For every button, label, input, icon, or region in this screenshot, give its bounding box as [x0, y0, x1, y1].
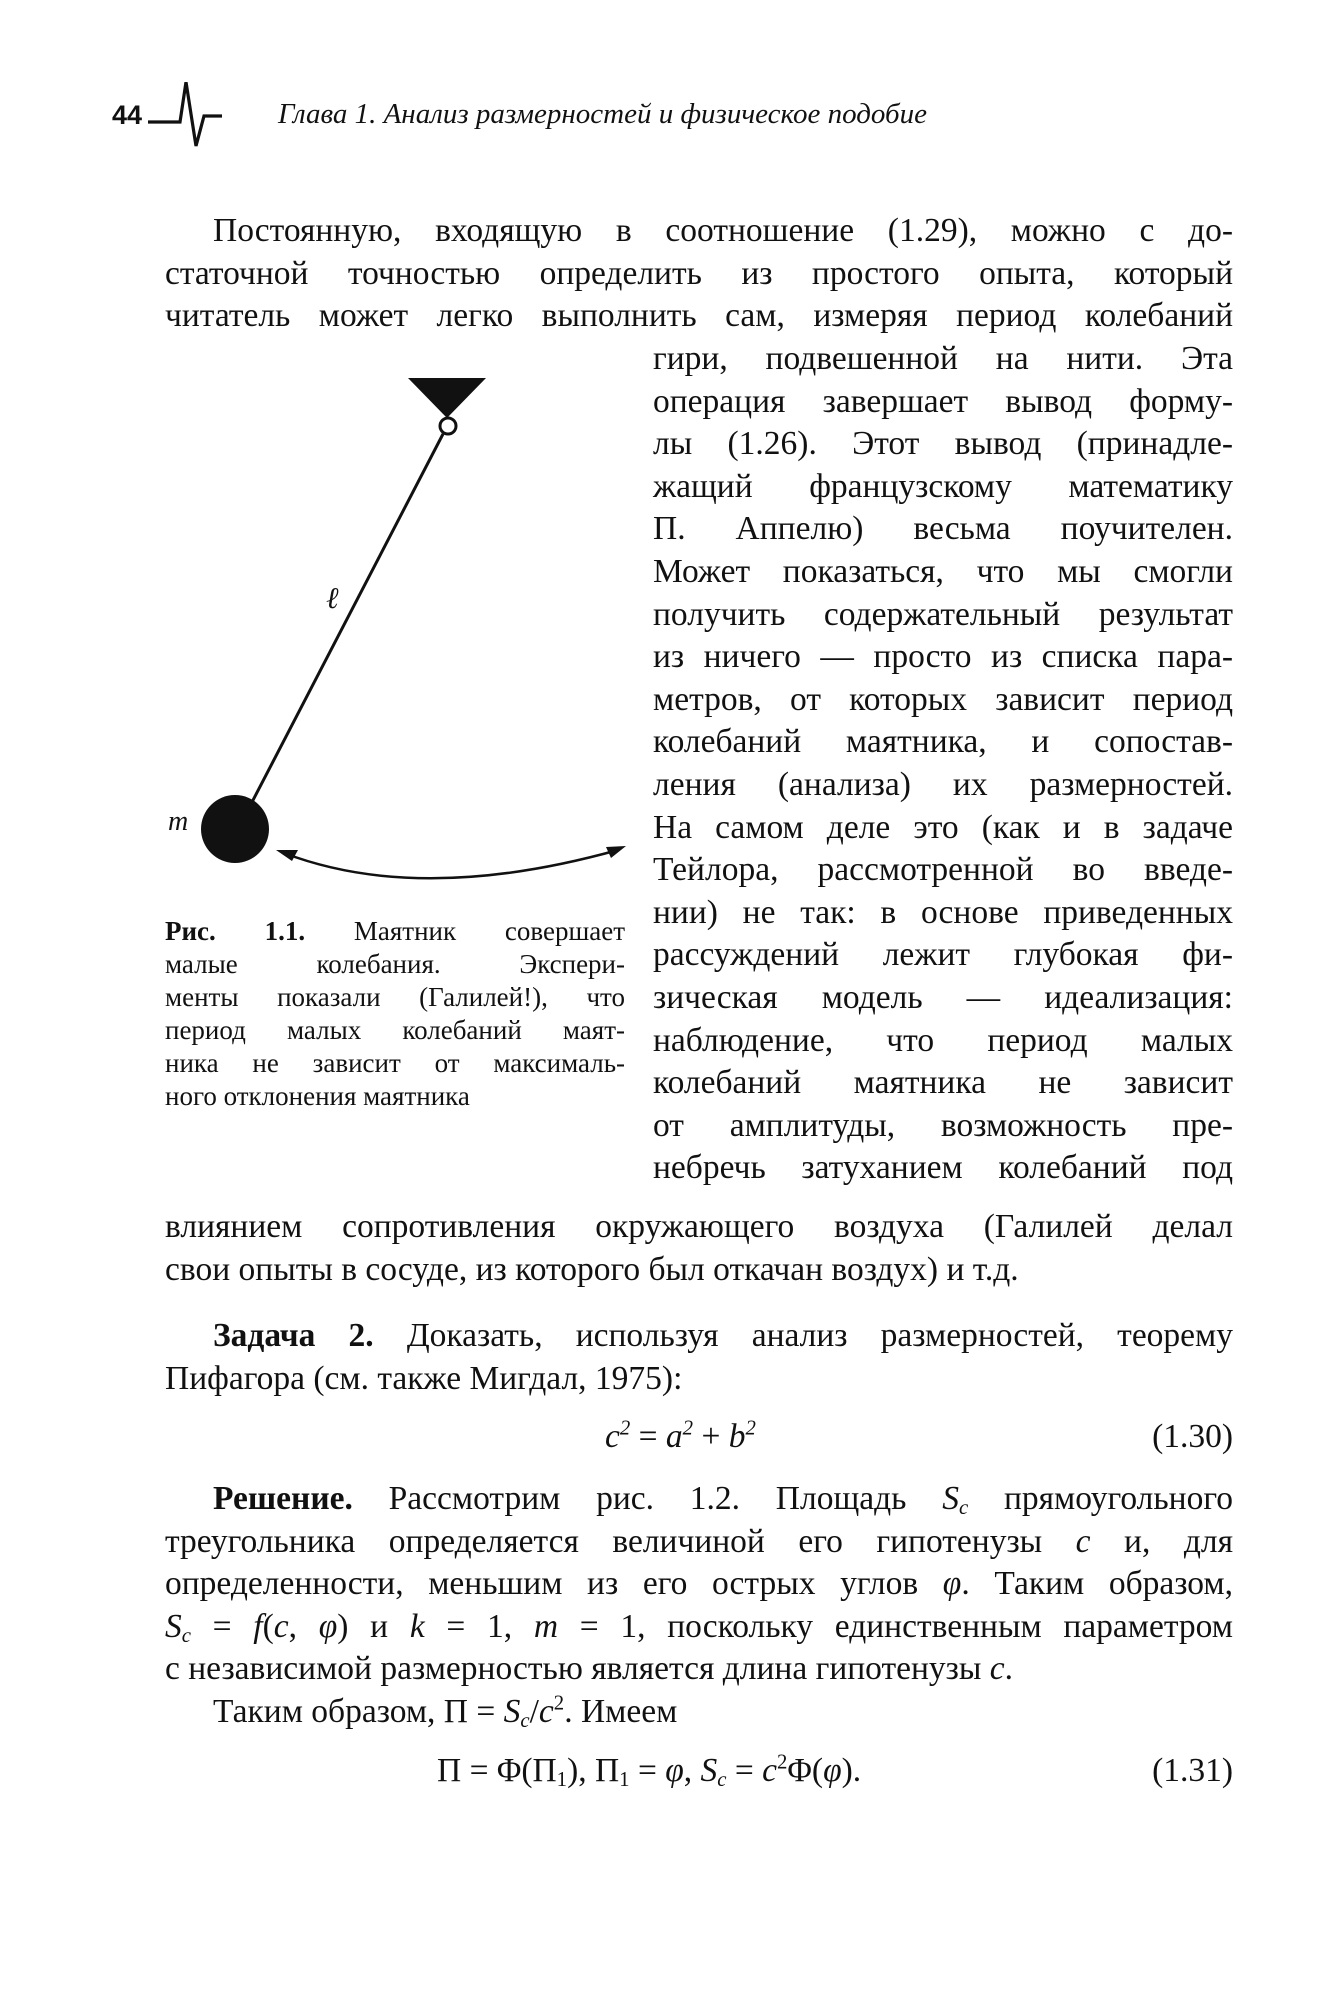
text-line: зическая модель — идеализация:	[653, 978, 1233, 1016]
pendulum-string	[250, 434, 443, 806]
pivot-mount-icon	[408, 378, 486, 418]
paragraph-intro	[165, 210, 1233, 338]
solution-text: и, для	[1124, 1522, 1233, 1560]
equation-formula: $\Pi = \Phi(\Pi_1)$, $\Pi_1 = \varphi$, $S_c = c^2\Phi(\varphi)$.	[437, 1750, 862, 1792]
arrow-left-icon	[276, 850, 298, 861]
text-line: лы (1.26). Этот вывод (принадле-	[653, 425, 1233, 463]
caption-line: ника не зависит от максималь-	[165, 1048, 625, 1078]
equation-1-30	[165, 1418, 1233, 1462]
pivot-ring-icon	[440, 418, 456, 434]
page-number: 44	[112, 100, 143, 130]
solution-text: треугольника определяется величиной его гипотенузы	[165, 1522, 1043, 1560]
mass-label: m	[168, 806, 189, 837]
solution-paragraph: Решение. Рассмотрим рис. 1.2. Площадь $S_c$ прямоугольного треугольника определяется величиной его гипотенузы c и, для определенности, меньшим из его острых углов φ. Таким образом, $S_c = f(c$, φ) и k = 1, m = 1, поскольку единственным параметром с независимой размерностью является длина гипотенузы c. Таким образом, $\Pi = S_c/c^2$. Имеем	[165, 1480, 1233, 1733]
text-line: гири, подвешенной на нити. Эта	[653, 340, 1233, 377]
pulse-logo-icon	[148, 82, 238, 148]
text-line: На самом деле это (как и в задаче	[653, 808, 1233, 846]
pendulum-figure	[160, 370, 640, 890]
equation-number: (1.30)	[1152, 1418, 1233, 1455]
text-line: влиянием сопротивления окружающего воздуха (Галилей делал	[165, 1208, 1233, 1245]
caption-line: малые колебания. Экспери-	[165, 949, 625, 979]
page-header	[108, 82, 1208, 148]
task-text: Пифагора (см. также Мигдал, 1975):	[165, 1359, 683, 1397]
text-line: жащий французскому математику	[653, 467, 1233, 505]
equation-1-31	[165, 1752, 1233, 1796]
solution-text: и	[370, 1607, 389, 1645]
paragraph-continuation	[165, 1206, 1233, 1291]
caption-line: ного отклонения маятника	[165, 1081, 470, 1111]
chapter-title: Глава 1. Анализ размерностей и физическое подобие	[278, 98, 927, 130]
text-line: рассуждений лежит глубокая фи-	[653, 936, 1233, 974]
text-line: наблюдение, что период малых	[653, 1021, 1233, 1059]
caption-line: период малых колебаний маят-	[165, 1015, 625, 1045]
swing-arc	[284, 850, 618, 878]
text-line: колебаний маятника не зависит	[653, 1064, 1233, 1102]
pendulum-bob	[201, 795, 269, 863]
text-line: ления (анализа) их размерностей.	[653, 765, 1233, 803]
solution-text: определенности, меньшим из его острых углов	[165, 1565, 919, 1603]
text-line: статочной точностью определить из простого опыта, который	[165, 254, 1233, 292]
text-line: нии) не так: в основе приведенных	[653, 893, 1233, 931]
paragraph-wrap	[653, 338, 1233, 1190]
solution-text: . Таким образом,	[961, 1565, 1233, 1603]
solution-text: прямоугольного	[1003, 1480, 1233, 1517]
length-label: ℓ	[326, 582, 339, 615]
text-line: читатель может легко выполнить сам, измеряя период колебаний	[165, 297, 1233, 335]
figure-caption	[165, 915, 625, 1113]
arrow-right-icon	[606, 846, 626, 858]
text-line: колебаний маятника, и сопостав-	[653, 723, 1233, 761]
caption-label: Рис. 1.1.	[165, 916, 306, 946]
solution-label: Решение.	[213, 1480, 353, 1517]
equation-formula: $c^2 = a^2 + b^2$	[605, 1416, 756, 1455]
task-paragraph	[165, 1315, 1233, 1400]
text-line: из ничего — просто из списка пара-	[653, 638, 1233, 676]
task-text: Доказать, используя анализ размерностей, теорему	[406, 1317, 1234, 1354]
solution-text: , поскольку единственным параметром	[637, 1607, 1233, 1645]
text-line: метров, от которых зависит период	[653, 680, 1233, 718]
solution-text: Рассмотрим рис. 1.2. Площадь	[388, 1480, 907, 1517]
solution-text: Таким образом,	[213, 1692, 436, 1730]
caption-text: Маятник совершает	[353, 916, 626, 946]
text-line: Может показаться, что мы смогли	[653, 552, 1233, 590]
text-line: операция завершает вывод форму-	[653, 382, 1233, 420]
text-line: от амплитуды, возможность пре-	[653, 1106, 1233, 1144]
text-line: Тейлора, рассмотренной во введе-	[653, 851, 1233, 889]
equation-number: (1.31)	[1152, 1752, 1233, 1789]
solution-text: . Имеем	[564, 1692, 678, 1730]
text-line: П. Аппелю) весьма поучителен.	[653, 510, 1233, 548]
text-line: свои опыты в сосуде, из которого был откачан воздух) и т.д.	[165, 1250, 1019, 1288]
text-line: Постоянную, входящую в соотношение (1.29), можно с до-	[213, 212, 1233, 249]
solution-text: с независимой размерностью является длина гипотенузы	[165, 1650, 982, 1688]
caption-line: менты показали (Галилей!), что	[165, 982, 625, 1012]
text-line: небречь затуханием колебаний под	[653, 1149, 1233, 1187]
text-line: получить содержательный результат	[653, 595, 1233, 633]
task-label: Задача 2.	[213, 1317, 374, 1354]
